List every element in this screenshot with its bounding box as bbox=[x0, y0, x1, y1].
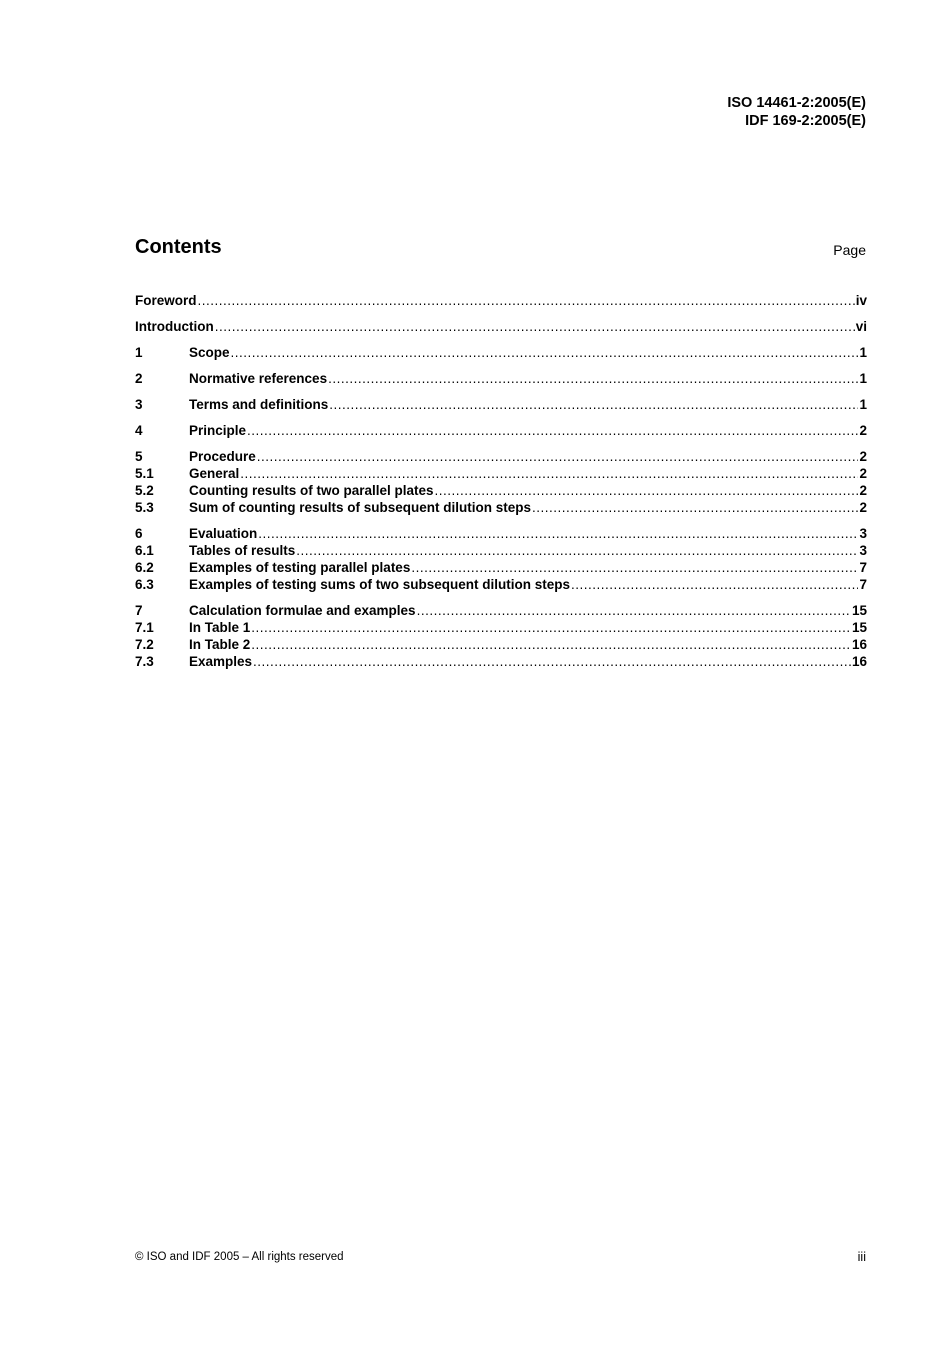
toc-entry-number: 6.2 bbox=[135, 560, 154, 575]
toc-entry[interactable] bbox=[135, 482, 867, 499]
toc-entry[interactable] bbox=[135, 499, 867, 516]
toc-entry-title: Examples of testing sums of two subsequent dilution steps bbox=[189, 577, 571, 592]
standard-id-iso: ISO 14461-2:2005(E) bbox=[727, 95, 866, 111]
document-header bbox=[727, 94, 866, 130]
toc-entry[interactable] bbox=[135, 653, 867, 670]
toc-entry[interactable] bbox=[135, 602, 867, 619]
toc-dot-leader bbox=[328, 370, 858, 387]
toc-entry-title: Evaluation bbox=[189, 526, 258, 541]
toc-entry[interactable] bbox=[135, 318, 867, 335]
toc-entry-page: 7 bbox=[859, 560, 867, 575]
toc-dot-leader bbox=[329, 396, 858, 413]
toc-entry-title: Normative references bbox=[189, 371, 328, 386]
copyright-notice: © ISO and IDF 2005 – All rights reserved bbox=[135, 1251, 344, 1263]
toc-entry-title: Terms and definitions bbox=[189, 397, 329, 412]
toc-entry-page: 7 bbox=[859, 577, 867, 592]
toc-entry-number: 5.2 bbox=[135, 483, 154, 498]
toc-entry-page: 2 bbox=[859, 449, 867, 464]
toc-dot-leader bbox=[417, 602, 851, 619]
toc-entry-title: Sum of counting results of subsequent dilution steps bbox=[189, 500, 532, 515]
toc-dot-leader bbox=[258, 525, 858, 542]
toc-entry-page: 1 bbox=[859, 397, 867, 412]
toc-entry-page: 3 bbox=[859, 526, 867, 541]
toc-entry-number: 6 bbox=[135, 526, 143, 541]
toc-dot-leader bbox=[198, 292, 855, 309]
toc-dot-leader bbox=[257, 448, 859, 465]
toc-group bbox=[135, 422, 867, 439]
toc-entry-page: 15 bbox=[851, 620, 867, 635]
toc-entry[interactable] bbox=[135, 465, 867, 482]
toc-entry-title: Foreword bbox=[135, 293, 197, 308]
toc-entry-title: Introduction bbox=[135, 319, 214, 334]
toc-entry-number: 3 bbox=[135, 397, 143, 412]
toc-entry[interactable] bbox=[135, 576, 867, 593]
contents-heading: Contents bbox=[135, 236, 222, 258]
toc-dot-leader bbox=[247, 422, 858, 439]
toc-group bbox=[135, 344, 867, 361]
page-number: iii bbox=[857, 1250, 866, 1264]
toc-entry-page: 2 bbox=[859, 500, 867, 515]
toc-group bbox=[135, 318, 867, 335]
toc-entry[interactable] bbox=[135, 559, 867, 576]
toc-entry-title: General bbox=[189, 466, 240, 481]
table-of-contents bbox=[135, 292, 867, 679]
toc-entry-page: 1 bbox=[859, 345, 867, 360]
toc-group bbox=[135, 525, 867, 593]
toc-dot-leader bbox=[571, 576, 858, 593]
toc-dot-leader bbox=[435, 482, 859, 499]
toc-entry-number: 7.1 bbox=[135, 620, 154, 635]
toc-entry-number: 4 bbox=[135, 423, 143, 438]
toc-entry[interactable] bbox=[135, 344, 867, 361]
toc-entry-page: 15 bbox=[851, 603, 867, 618]
toc-entry-page: 16 bbox=[851, 637, 867, 652]
toc-group bbox=[135, 396, 867, 413]
page-column-label: Page bbox=[833, 242, 866, 258]
toc-group bbox=[135, 370, 867, 387]
toc-entry-title: In Table 1 bbox=[189, 620, 251, 635]
toc-entry[interactable] bbox=[135, 542, 867, 559]
toc-group bbox=[135, 448, 867, 516]
toc-entry[interactable] bbox=[135, 448, 867, 465]
toc-entry-number: 6.3 bbox=[135, 577, 154, 592]
toc-entry-number: 5.1 bbox=[135, 466, 154, 481]
toc-entry-page: iv bbox=[855, 293, 867, 308]
toc-entry-page: 16 bbox=[851, 654, 867, 669]
toc-entry-page: 2 bbox=[859, 423, 867, 438]
toc-entry-number: 1 bbox=[135, 345, 143, 360]
toc-entry-title: Counting results of two parallel plates bbox=[189, 483, 434, 498]
toc-entry-title: Examples of testing parallel plates bbox=[189, 560, 411, 575]
toc-dot-leader bbox=[251, 636, 851, 653]
toc-entry-page: vi bbox=[855, 319, 867, 334]
toc-entry-page: 2 bbox=[859, 483, 867, 498]
toc-entry-number: 5.3 bbox=[135, 500, 154, 515]
toc-entry-title: Tables of results bbox=[189, 543, 296, 558]
standard-id-idf: IDF 169-2:2005(E) bbox=[745, 113, 866, 129]
toc-entry-title: Calculation formulae and examples bbox=[189, 603, 416, 618]
toc-entry[interactable] bbox=[135, 370, 867, 387]
toc-dot-leader bbox=[296, 542, 858, 559]
toc-entry-number: 6.1 bbox=[135, 543, 154, 558]
toc-dot-leader bbox=[240, 465, 858, 482]
toc-entry-page: 1 bbox=[859, 371, 867, 386]
toc-entry[interactable] bbox=[135, 396, 867, 413]
toc-entry-number: 7 bbox=[135, 603, 143, 618]
toc-entry-title: Scope bbox=[189, 345, 230, 360]
toc-entry-title: Procedure bbox=[189, 449, 256, 464]
toc-entry-number: 7.3 bbox=[135, 654, 154, 669]
toc-entry-title: Examples bbox=[189, 654, 253, 669]
toc-entry[interactable] bbox=[135, 636, 867, 653]
toc-entry[interactable] bbox=[135, 619, 867, 636]
toc-entry-title: In Table 2 bbox=[189, 637, 251, 652]
toc-dot-leader bbox=[253, 653, 851, 670]
toc-group bbox=[135, 602, 867, 670]
toc-dot-leader bbox=[411, 559, 858, 576]
toc-dot-leader bbox=[532, 499, 858, 516]
toc-entry-page: 3 bbox=[859, 543, 867, 558]
toc-entry-page: 2 bbox=[859, 466, 867, 481]
toc-entry[interactable] bbox=[135, 525, 867, 542]
toc-entry-title: Principle bbox=[189, 423, 247, 438]
toc-entry-number: 2 bbox=[135, 371, 143, 386]
toc-dot-leader bbox=[251, 619, 851, 636]
toc-entry-number: 5 bbox=[135, 449, 143, 464]
toc-entry[interactable] bbox=[135, 422, 867, 439]
toc-group bbox=[135, 292, 867, 309]
toc-dot-leader bbox=[231, 344, 859, 361]
toc-entry[interactable] bbox=[135, 292, 867, 309]
toc-dot-leader bbox=[215, 318, 855, 335]
toc-entry-number: 7.2 bbox=[135, 637, 154, 652]
